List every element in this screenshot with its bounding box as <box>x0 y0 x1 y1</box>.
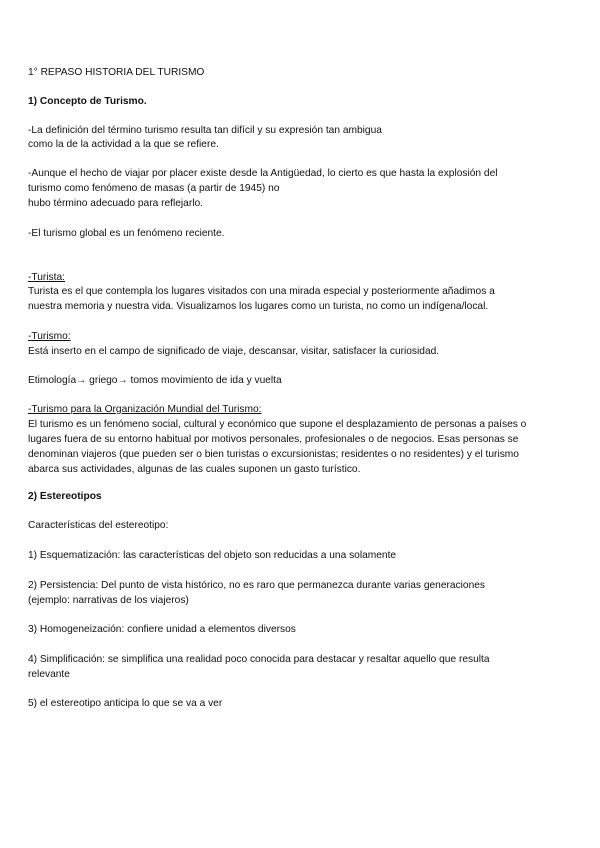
etimologia-line: Etimología→ griego→ tomos movimiento de ida y vuelta <box>28 375 282 386</box>
paragraph-line: -La definición del término turismo resulta tan difícil y su expresión tan ambigua <box>28 125 382 136</box>
paragraph-line: -El turismo global es un fenómeno reciente. <box>28 228 225 239</box>
paragraph-line: abarca sus actividades, algunas de las cuales suponen un gasto turístico. <box>28 464 361 475</box>
list-item: 4) Simplificación: se simplifica una realidad poco conocida para destacar y resaltar aquello que resulta <box>28 654 490 665</box>
paragraph-line: El turismo es un fenómeno social, cultural y económico que supone el desplazamiento de personas a países o <box>28 419 527 430</box>
section-heading-concepto: 1) Concepto de Turismo. <box>28 96 147 107</box>
section-heading-estereotipos: 2) Estereotipos <box>28 491 102 502</box>
list-item: 3) Homogeneización: confiere unidad a elementos diversos <box>28 624 296 635</box>
list-item: 1) Esquematización: las características del objeto son reducidas a una solamente <box>28 550 397 561</box>
list-item-continuation: (ejemplo: narrativas de los viajeros) <box>28 595 189 606</box>
document-title: 1° REPASO HISTORIA DEL TURISMO <box>28 67 205 78</box>
paragraph-line: turismo como fenómeno de masas (a partir de 1945) no <box>28 183 280 194</box>
paragraph-line: denominan viajeros (que pueden ser o bien turistas o excursionistas; residentes o no residentes) y el turismo <box>28 449 519 460</box>
list-item: 2) Persistencia: Del punto de vista histórico, no es raro que permanezca durante varias generaciones <box>28 580 485 591</box>
paragraph-line: Turista es el que contempla los lugares visitados con una mirada especial y posteriormente añadimos a <box>28 286 495 297</box>
list-item-continuation: relevante <box>28 669 70 680</box>
subheading-turismo: -Turismo: <box>28 331 71 342</box>
paragraph-line: nuestra memoria y nuestra vida. Visualizamos los lugares como un turista, no como un indígena/local. <box>28 301 489 312</box>
list-intro: Características del estereotipo: <box>28 520 169 531</box>
subheading-omt: -Turismo para la Organización Mundial del Turismo: <box>28 404 262 415</box>
paragraph-line: -Aunque el hecho de viajar por placer existe desde la Antigüedad, lo cierto es que hasta la explosión del <box>28 168 498 179</box>
paragraph-line: Está inserto en el campo de significado de viaje, descansar, visitar, satisfacer la curiosidad. <box>28 346 440 357</box>
list-item: 5) el estereotipo anticipa lo que se va a ver <box>28 698 223 709</box>
subheading-turista: -Turista: <box>28 272 65 283</box>
paragraph-line: hubo término adecuado para reflejarlo. <box>28 198 203 209</box>
paragraph-line: como la de la actividad a la que se refiere. <box>28 139 219 150</box>
paragraph-line: lugares fuera de su entorno habitual por motivos personales, profesionales o de negocios. Esas personas se <box>28 434 519 445</box>
